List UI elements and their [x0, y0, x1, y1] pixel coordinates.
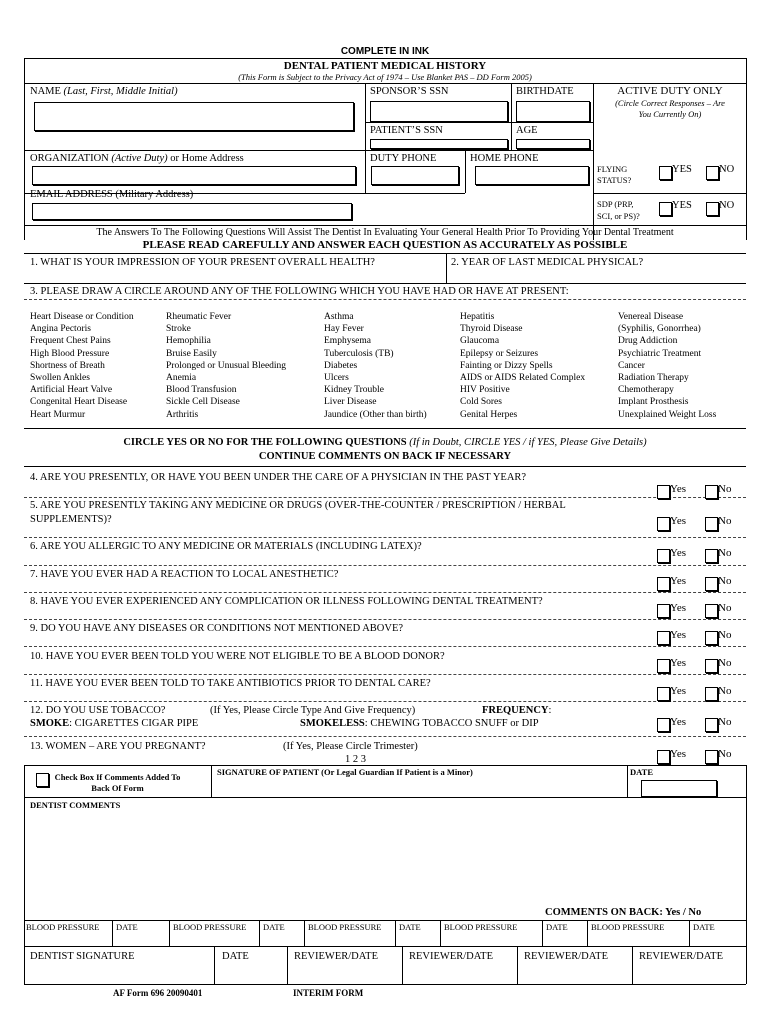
condition-item[interactable]: Asthma	[324, 312, 354, 322]
q5-yes-checkbox[interactable]	[657, 517, 670, 531]
q5-no-checkbox[interactable]	[705, 517, 718, 531]
sdp-label-2: SCI, or PS)?	[597, 211, 640, 221]
divider	[24, 701, 746, 702]
comments-on-back-label[interactable]: COMMENTS ON BACK: Yes / No	[545, 907, 702, 918]
birthdate-field[interactable]	[516, 101, 590, 122]
birthdate-label: BIRTHDATE	[516, 86, 574, 97]
condition-item[interactable]: Congenital Heart Disease	[30, 397, 128, 408]
flying-status-label-1: FLYING	[597, 164, 628, 174]
question-9: 9. DO YOU HAVE ANY DISEASES OR CONDITIONS NOT MENTIONED ABOVE?	[30, 623, 404, 634]
divider	[24, 592, 746, 593]
smoke-options: SMOKE: CIGARETTES CIGAR PIPE	[30, 718, 199, 729]
condition-item[interactable]: (Syphilis, Gonorrhea)	[618, 324, 701, 335]
condition-item[interactable]: Drug Addiction	[618, 336, 678, 347]
question-5-continued: SUPPLEMENTS)?	[30, 514, 112, 525]
right-border	[746, 58, 747, 240]
q4-yes-label: Yes	[670, 483, 687, 495]
circle-instructions: CIRCLE YES OR NO FOR THE FOLLOWING QUESTIONS (If in Doubt, CIRCLE YES / if YES, Please Give Details)	[123, 437, 647, 448]
condition-item[interactable]: Hay Fever	[324, 324, 364, 335]
q6-no-checkbox[interactable]	[705, 549, 718, 563]
patient-ssn-label: PATIENT’S SSN	[370, 125, 443, 136]
condition-item[interactable]: Angina Pectoris	[30, 324, 91, 335]
check-box-comments-label-2: Back Of Form	[91, 783, 144, 793]
condition-item[interactable]: Chemotherapy	[618, 385, 674, 396]
q10-yes-label: Yes	[670, 657, 687, 669]
divider	[365, 122, 593, 123]
question-5: 5. ARE YOU PRESENTLY TAKING ANY MEDICINE OR DRUGS (OVER-THE-COUNTER / PRESCRIPTION / HERBAL	[30, 500, 566, 511]
question-13: 13. WOMEN – ARE YOU PREGNANT?	[30, 741, 206, 752]
divider	[24, 537, 746, 538]
column-divider	[446, 253, 447, 283]
column-divider	[465, 150, 466, 193]
left-border	[24, 58, 25, 240]
bp-date-label-2: DATE	[263, 922, 285, 932]
sdp-no-label: NO	[719, 200, 735, 211]
condition-item[interactable]: High Blood Pressure	[30, 348, 110, 359]
q10-no-checkbox[interactable]	[705, 659, 718, 673]
q11-yes-label: Yes	[670, 685, 687, 697]
flying-yes-label: YES	[672, 164, 692, 175]
condition-item[interactable]: Emphysema	[324, 336, 371, 347]
q10-yes-checkbox[interactable]	[657, 659, 670, 673]
smokeless-options: SMOKELESS: CHEWING TOBACCO SNUFF or DIP	[300, 718, 539, 729]
divider	[24, 984, 746, 985]
column-divider	[395, 920, 396, 946]
condition-item[interactable]: Kidney Trouble	[324, 385, 384, 396]
condition-item[interactable]: Artificial Heart Valve	[30, 385, 113, 396]
divider	[24, 765, 746, 766]
q7-no-label: No	[718, 575, 732, 587]
q8-yes-checkbox[interactable]	[657, 604, 670, 618]
column-divider	[627, 765, 628, 797]
condition-item[interactable]: AIDS or AIDS Related Complex	[460, 373, 586, 384]
bp-date-label-5: DATE	[693, 922, 715, 932]
condition-item[interactable]: Hemophilia	[166, 336, 211, 347]
flying-yes-checkbox[interactable]	[659, 166, 672, 180]
condition-item[interactable]: Radiation Therapy	[618, 373, 689, 384]
duty-phone-label: DUTY PHONE	[370, 153, 437, 164]
conditions-column-3	[324, 311, 427, 421]
condition-item[interactable]: Heart Murmur	[30, 409, 86, 420]
sdp-label-1: SDP (PRP,	[597, 199, 634, 209]
condition-item[interactable]: Implant Prosthesis	[618, 397, 689, 408]
column-divider	[587, 920, 588, 946]
q12-no-checkbox[interactable]	[705, 718, 718, 732]
interim-form-label: INTERIM FORM	[293, 988, 364, 998]
reviewer-date-label-1: REVIEWER/DATE	[294, 951, 378, 962]
condition-item[interactable]: Cold Sores	[460, 397, 502, 408]
divider	[24, 428, 746, 429]
form-title: DENTAL PATIENT MEDICAL HISTORY	[283, 60, 487, 72]
q5-no-label: No	[718, 515, 732, 527]
column-divider	[211, 765, 212, 797]
instructions-line-1: The Answers To The Following Questions Will Assist The Dentist In Evaluating Your General Health Prior To Providing Your Dental Treatment	[96, 227, 674, 238]
q12-yes-checkbox[interactable]	[657, 718, 670, 732]
active-duty-note-2: You Currently On)	[638, 109, 702, 119]
age-label: AGE	[516, 125, 538, 136]
bp-label-5: BLOOD PRESSURE	[591, 922, 665, 932]
question-2: 2. YEAR OF LAST MEDICAL PHYSICAL?	[451, 257, 644, 268]
question-3: 3. PLEASE DRAW A CIRCLE AROUND ANY OF THE FOLLOWING WHICH YOU HAVE HAD OR HAVE AT PRESENT:	[30, 286, 569, 297]
column-divider	[402, 946, 403, 984]
q13-no-label: No	[718, 748, 732, 760]
home-phone-label: HOME PHONE	[470, 153, 539, 164]
divider	[24, 83, 746, 84]
column-divider	[440, 920, 441, 946]
column-divider	[517, 946, 518, 984]
bp-date-label-1: DATE	[116, 922, 138, 932]
q9-no-label: No	[718, 629, 732, 641]
q13-yes-label: Yes	[670, 748, 687, 760]
column-divider	[169, 920, 170, 946]
column-divider	[365, 83, 366, 193]
age-field[interactable]	[516, 139, 590, 149]
continue-comments-note: CONTINUE COMMENTS ON BACK IF NECESSARY	[258, 451, 512, 462]
q4-no-label: No	[718, 483, 732, 495]
patient-signature-label: SIGNATURE OF PATIENT (Or Legal Guardian If Patient is a Minor)	[217, 767, 473, 777]
form-id: AF Form 696 20090401	[113, 988, 203, 998]
condition-item[interactable]: Thyroid Disease	[460, 324, 523, 335]
q12-yes-label: Yes	[670, 716, 687, 728]
bp-label-2: BLOOD PRESSURE	[173, 922, 247, 932]
flying-status-label-2: STATUS?	[597, 175, 632, 185]
trimester-options[interactable]: 1 2 3	[345, 754, 366, 765]
name-field[interactable]	[34, 102, 354, 131]
condition-item[interactable]: HIV Positive	[460, 385, 510, 396]
patient-ssn-field[interactable]	[370, 139, 508, 149]
q6-yes-checkbox[interactable]	[657, 549, 670, 563]
q8-no-checkbox[interactable]	[705, 604, 718, 618]
divider	[24, 58, 746, 59]
condition-item[interactable]: Rheumatic Fever	[166, 312, 232, 322]
condition-item[interactable]: Glaucoma	[460, 336, 500, 347]
right-border	[746, 797, 747, 984]
condition-item[interactable]: Liver Disease	[324, 397, 377, 408]
comments-on-back-checkbox[interactable]	[36, 773, 49, 787]
column-divider	[287, 946, 288, 984]
sdp-yes-checkbox[interactable]	[659, 202, 672, 216]
q7-no-checkbox[interactable]	[705, 577, 718, 591]
condition-item[interactable]: Sickle Cell Disease	[166, 397, 240, 408]
condition-item[interactable]: Stroke	[166, 324, 191, 335]
condition-item[interactable]: Frequent Chest Pains	[30, 336, 111, 347]
dentist-date-label: DATE	[222, 951, 249, 962]
ink-note: COMPLETE IN INK	[340, 46, 430, 57]
bp-label-4: BLOOD PRESSURE	[444, 922, 518, 932]
divider	[24, 299, 746, 300]
flying-no-label: NO	[719, 164, 735, 175]
condition-item[interactable]: Heart Disease or Condition	[30, 312, 134, 322]
question-10: 10. HAVE YOU EVER BEEN TOLD YOU WERE NOT ELIGIBLE TO BE A BLOOD DONOR?	[30, 651, 445, 662]
email-field[interactable]	[32, 203, 352, 220]
condition-item[interactable]: Shortness of Breath	[30, 360, 105, 371]
q10-no-label: No	[718, 657, 732, 669]
active-duty-title: ACTIVE DUTY ONLY	[617, 85, 723, 97]
column-divider	[112, 920, 113, 946]
divider	[24, 920, 746, 921]
column-divider	[214, 946, 215, 984]
q6-no-label: No	[718, 547, 732, 559]
q8-no-label: No	[718, 602, 732, 614]
question-12-note: (If Yes, Please Circle Type And Give Frequency)	[210, 705, 416, 716]
organization-field[interactable]	[32, 166, 356, 185]
bp-label-1: BLOOD PRESSURE	[26, 922, 100, 932]
conditions-column-1	[30, 311, 134, 421]
conditions-column-5	[618, 311, 716, 421]
dentist-comments-label: DENTIST COMMENTS	[30, 800, 121, 810]
question-4: 4. ARE YOU PRESENTLY, OR HAVE YOU BEEN UNDER THE CARE OF A PHYSICIAN IN THE PAST YEAR?	[30, 472, 527, 483]
divider	[24, 646, 746, 647]
divider	[24, 736, 746, 737]
conditions-column-2	[166, 311, 286, 421]
signature-date-field[interactable]	[641, 780, 717, 797]
condition-item[interactable]: Tuberculosis (TB)	[324, 348, 394, 359]
conditions-column-4	[460, 311, 585, 421]
reviewer-date-label-3: REVIEWER/DATE	[524, 951, 608, 962]
sdp-yes-label: YES	[672, 200, 692, 211]
sponsor-ssn-field[interactable]	[370, 101, 508, 122]
q11-no-checkbox[interactable]	[705, 687, 718, 701]
condition-item[interactable]: Prolonged or Unusual Bleeding	[166, 360, 287, 371]
q5-yes-label: Yes	[670, 515, 687, 527]
column-divider	[511, 83, 512, 150]
divider	[24, 619, 746, 620]
question-11: 11. HAVE YOU EVER BEEN TOLD TO TAKE ANTIBIOTICS PRIOR TO DENTAL CARE?	[30, 678, 431, 689]
instructions-line-2: PLEASE READ CAREFULLY AND ANSWER EACH QUESTION AS ACCURATELY AS POSSIBLE	[142, 239, 628, 251]
sponsor-ssn-label: SPONSOR’S SSN	[370, 86, 449, 97]
q4-yes-checkbox[interactable]	[657, 485, 670, 499]
q7-yes-label: Yes	[670, 575, 687, 587]
question-6: 6. ARE YOU ALLERGIC TO ANY MEDICINE OR MATERIALS (INCLUDING LATEX)?	[30, 541, 422, 552]
divider	[24, 253, 746, 254]
q7-yes-checkbox[interactable]	[657, 577, 670, 591]
q4-no-checkbox[interactable]	[705, 485, 718, 499]
condition-item[interactable]: Cancer	[618, 360, 645, 371]
email-label: EMAIL ADDRESS (Military Address)	[30, 189, 194, 200]
divider	[24, 497, 746, 498]
q13-no-checkbox[interactable]	[705, 750, 718, 764]
condition-item[interactable]: Unexplained Weight Loss	[618, 409, 717, 420]
condition-item[interactable]: Jaundice (Other than birth)	[324, 409, 427, 420]
q6-yes-label: Yes	[670, 547, 687, 559]
condition-item[interactable]: Arthritis	[166, 409, 199, 420]
q13-yes-checkbox[interactable]	[657, 750, 670, 764]
name-label: NAME (Last, First, Middle Initial)	[30, 86, 178, 97]
divider	[24, 466, 746, 467]
question-12: 12. DO YOU USE TOBACCO?	[30, 705, 166, 716]
column-divider	[542, 920, 543, 946]
q9-yes-checkbox[interactable]	[657, 631, 670, 645]
reviewer-date-label-4: REVIEWER/DATE	[639, 951, 723, 962]
q11-no-label: No	[718, 685, 732, 697]
condition-item[interactable]: Blood Transfusion	[166, 385, 237, 396]
column-divider	[259, 920, 260, 946]
q9-yes-label: Yes	[670, 629, 687, 641]
column-divider	[689, 920, 690, 946]
condition-item[interactable]: Anemia	[166, 373, 197, 384]
sdp-no-checkbox[interactable]	[706, 202, 719, 216]
column-divider	[632, 946, 633, 984]
flying-no-checkbox[interactable]	[706, 166, 719, 180]
bp-date-label-4: DATE	[546, 922, 568, 932]
condition-item[interactable]: Fainting or Dizzy Spells	[460, 360, 553, 371]
q11-yes-checkbox[interactable]	[657, 687, 670, 701]
q9-no-checkbox[interactable]	[705, 631, 718, 645]
question-7: 7. HAVE YOU EVER HAD A REACTION TO LOCAL ANESTHETIC?	[30, 569, 339, 580]
divider	[24, 283, 746, 284]
divider	[24, 674, 746, 675]
divider	[24, 565, 746, 566]
condition-item[interactable]: Ulcers	[324, 373, 349, 384]
privacy-note: (This Form is Subject to the Privacy Act of 1974 – Use Blanket PAS – DD Form 2005)	[238, 72, 532, 82]
divider	[24, 946, 746, 947]
reviewer-date-label-2: REVIEWER/DATE	[409, 951, 493, 962]
condition-item[interactable]: Psychiatric Treatment	[618, 348, 702, 359]
condition-item[interactable]: Genital Herpes	[460, 409, 518, 420]
divider	[593, 193, 746, 194]
condition-item[interactable]: Epilepsy or Seizures	[460, 348, 539, 359]
q12-no-label: No	[718, 716, 732, 728]
home-phone-field[interactable]	[475, 166, 589, 185]
active-duty-note-1: (Circle Correct Responses – Are	[615, 98, 725, 108]
dentist-signature-label: DENTIST SIGNATURE	[30, 951, 135, 962]
organization-label: ORGANIZATION (Active Duty) or Home Address	[30, 153, 244, 164]
condition-item[interactable]: Bruise Easily	[166, 348, 217, 359]
signature-date-label: DATE	[630, 767, 653, 777]
q8-yes-label: Yes	[670, 602, 687, 614]
frequency-label: FREQUENCY:	[482, 705, 552, 716]
divider	[24, 150, 593, 151]
condition-item[interactable]: Hepatitis	[460, 312, 495, 322]
bp-date-label-3: DATE	[399, 922, 421, 932]
question-13-note: (If Yes, Please Circle Trimester)	[283, 741, 418, 752]
divider	[24, 225, 746, 226]
bp-label-3: BLOOD PRESSURE	[308, 922, 382, 932]
question-1: 1. WHAT IS YOUR IMPRESSION OF YOUR PRESENT OVERALL HEALTH?	[30, 257, 375, 268]
divider	[24, 797, 746, 798]
condition-item[interactable]: Diabetes	[324, 360, 358, 371]
left-border	[24, 797, 25, 984]
check-box-comments-label-1: Check Box If Comments Added To	[54, 772, 181, 782]
condition-item[interactable]: Swollen Ankles	[30, 373, 90, 384]
condition-item[interactable]: Venereal Disease	[618, 312, 684, 322]
question-8: 8. HAVE YOU EVER EXPERIENCED ANY COMPLICATION OR ILLNESS FOLLOWING DENTAL TREATMENT?	[30, 596, 543, 607]
column-divider	[304, 920, 305, 946]
duty-phone-field[interactable]	[371, 166, 459, 185]
